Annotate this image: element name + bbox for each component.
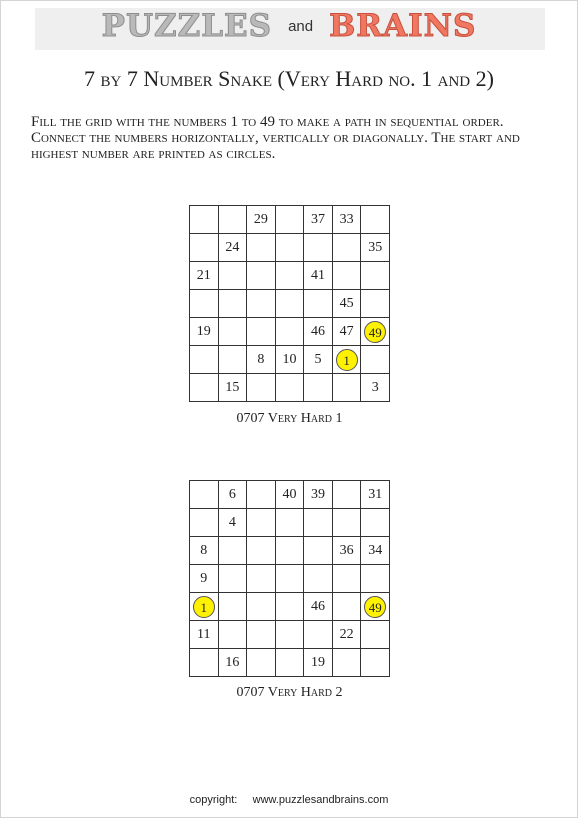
- copyright-label: copyright:: [189, 794, 238, 806]
- grid-cell[interactable]: 39: [304, 481, 333, 509]
- circled-number: 1: [193, 596, 215, 618]
- grid-cell[interactable]: [332, 262, 361, 290]
- grid-cell[interactable]: [190, 346, 219, 374]
- grid-cell[interactable]: [247, 537, 276, 565]
- puzzle-label-1: 0707 Very Hard 1: [236, 411, 343, 426]
- grid-cell[interactable]: 4: [218, 509, 247, 537]
- grid-cell[interactable]: [190, 290, 219, 318]
- circled-number: 49: [364, 321, 386, 343]
- grid-cell[interactable]: [275, 621, 304, 649]
- grid-cell[interactable]: 36: [332, 537, 361, 565]
- grid-cell[interactable]: 46: [304, 593, 333, 621]
- grid-cell[interactable]: 8: [190, 537, 219, 565]
- grid-cell[interactable]: [332, 374, 361, 402]
- grid-cell[interactable]: [275, 318, 304, 346]
- grid-cell[interactable]: [247, 481, 276, 509]
- grid-cell[interactable]: 16: [218, 649, 247, 677]
- grid-cell[interactable]: 34: [361, 537, 390, 565]
- grid-cell[interactable]: [275, 290, 304, 318]
- grid-row: [190, 509, 390, 537]
- grid-row: [190, 318, 390, 346]
- grid-cell[interactable]: [361, 621, 390, 649]
- grid-cell[interactable]: [275, 509, 304, 537]
- grid-cell[interactable]: [275, 649, 304, 677]
- grid-cell[interactable]: [190, 234, 219, 262]
- page-title: 7 by 7 Number Snake (Very Hard no. 1 and 2): [84, 66, 494, 91]
- grid-cell[interactable]: [361, 206, 390, 234]
- grid-cell[interactable]: [332, 565, 361, 593]
- grid-cell[interactable]: 19: [190, 318, 219, 346]
- grid-cell[interactable]: 40: [275, 481, 304, 509]
- grid-row: [190, 290, 390, 318]
- copyright-site: www.puzzlesandbrains.com: [252, 794, 389, 806]
- grid-cell[interactable]: [247, 262, 276, 290]
- grid-cell[interactable]: 21: [190, 262, 219, 290]
- grid-cell[interactable]: [218, 346, 247, 374]
- logo-brains: BRAINS: [329, 8, 477, 44]
- grid-cell[interactable]: 3: [361, 374, 390, 402]
- logo-puzzles: PUZZLES: [101, 8, 273, 44]
- grid-cell[interactable]: 37: [304, 206, 333, 234]
- grid-cell[interactable]: 41: [304, 262, 333, 290]
- grid-cell[interactable]: 19: [304, 649, 333, 677]
- grid-cell[interactable]: [275, 374, 304, 402]
- grid-cell[interactable]: [332, 346, 361, 374]
- grid-cell[interactable]: 11: [190, 621, 219, 649]
- grid-row: [190, 621, 390, 649]
- grid-cell[interactable]: [275, 262, 304, 290]
- grid-cell[interactable]: [218, 206, 247, 234]
- grid-cell[interactable]: [361, 262, 390, 290]
- grid-cell[interactable]: [218, 621, 247, 649]
- grid-row: [190, 234, 390, 262]
- grid-cell[interactable]: [361, 649, 390, 677]
- puzzle-grid-1: [189, 205, 390, 402]
- puzzle-grid-2: [189, 480, 390, 677]
- grid-cell[interactable]: [190, 593, 219, 621]
- grid-cell[interactable]: [304, 537, 333, 565]
- grid-cell[interactable]: [332, 593, 361, 621]
- grid-cell[interactable]: [190, 374, 219, 402]
- logo-and: and: [288, 17, 314, 35]
- puzzle-label-2: 0707 Very Hard 2: [236, 685, 343, 700]
- grid-cell[interactable]: [361, 509, 390, 537]
- copyright-footer: [0, 794, 578, 806]
- grid-cell[interactable]: [218, 290, 247, 318]
- grid-cell[interactable]: [332, 509, 361, 537]
- grid-cell[interactable]: 9: [190, 565, 219, 593]
- grid-cell[interactable]: [218, 593, 247, 621]
- grid-row: [190, 565, 390, 593]
- grid-cell[interactable]: [304, 290, 333, 318]
- grid-row: [190, 374, 390, 402]
- grid-cell[interactable]: [190, 206, 219, 234]
- grid-row: [190, 262, 390, 290]
- grid-cell[interactable]: 47: [332, 318, 361, 346]
- grid-cell[interactable]: [247, 621, 276, 649]
- grid-cell[interactable]: [247, 593, 276, 621]
- grid-cell[interactable]: [247, 509, 276, 537]
- grid-cell[interactable]: [304, 621, 333, 649]
- grid-cell[interactable]: [218, 565, 247, 593]
- grid-cell[interactable]: [247, 290, 276, 318]
- grid-cell[interactable]: [304, 565, 333, 593]
- grid-row: [190, 593, 390, 621]
- grid-cell[interactable]: [190, 509, 219, 537]
- grid-cell[interactable]: [361, 346, 390, 374]
- grid-cell[interactable]: 31: [361, 481, 390, 509]
- grid-cell[interactable]: 15: [218, 374, 247, 402]
- grid-cell[interactable]: [275, 537, 304, 565]
- grid-cell[interactable]: 10: [275, 346, 304, 374]
- grid-cell[interactable]: [304, 234, 333, 262]
- grid-cell[interactable]: [247, 234, 276, 262]
- grid-row: [190, 649, 390, 677]
- grid-cell[interactable]: [247, 318, 276, 346]
- grid-row: [190, 481, 390, 509]
- grid-row: [190, 346, 390, 374]
- grid-cell[interactable]: [218, 318, 247, 346]
- grid-cell[interactable]: 8: [247, 346, 276, 374]
- grid-cell[interactable]: [332, 649, 361, 677]
- grid-cell[interactable]: 6: [218, 481, 247, 509]
- circled-number: 1: [336, 349, 358, 371]
- grid-cell[interactable]: [190, 649, 219, 677]
- grid-cell[interactable]: 29: [247, 206, 276, 234]
- grid-cell[interactable]: 46: [304, 318, 333, 346]
- grid-cell[interactable]: [275, 206, 304, 234]
- circled-number: 49: [364, 596, 386, 618]
- grid-cell[interactable]: [361, 565, 390, 593]
- grid-cell[interactable]: [332, 481, 361, 509]
- grid-cell[interactable]: [361, 593, 390, 621]
- grid-cell[interactable]: [332, 234, 361, 262]
- grid-cell[interactable]: [361, 318, 390, 346]
- grid-cell[interactable]: [275, 234, 304, 262]
- grid-cell[interactable]: [218, 262, 247, 290]
- instructions: Fill the grid with the numbers 1 to 49 to make a path in sequential order. Connect the numbers horizontally, vertically or diagonally. The start and highest number are printed as circles.: [31, 114, 520, 162]
- grid-cell[interactable]: [190, 481, 219, 509]
- grid-cell[interactable]: 24: [218, 234, 247, 262]
- grid-cell[interactable]: 5: [304, 346, 333, 374]
- grid-cell[interactable]: [247, 374, 276, 402]
- grid-cell[interactable]: [247, 565, 276, 593]
- grid-row: [190, 206, 390, 234]
- grid-cell[interactable]: [361, 290, 390, 318]
- grid-cell[interactable]: [275, 565, 304, 593]
- grid-cell[interactable]: [275, 593, 304, 621]
- grid-cell[interactable]: [218, 537, 247, 565]
- grid-cell[interactable]: 22: [332, 621, 361, 649]
- grid-cell[interactable]: 35: [361, 234, 390, 262]
- grid-cell[interactable]: [304, 509, 333, 537]
- grid-cell[interactable]: [247, 649, 276, 677]
- grid-cell[interactable]: 45: [332, 290, 361, 318]
- site-logo: [0, 8, 578, 50]
- grid-row: [190, 537, 390, 565]
- grid-cell[interactable]: 33: [332, 206, 361, 234]
- grid-cell[interactable]: [304, 374, 333, 402]
